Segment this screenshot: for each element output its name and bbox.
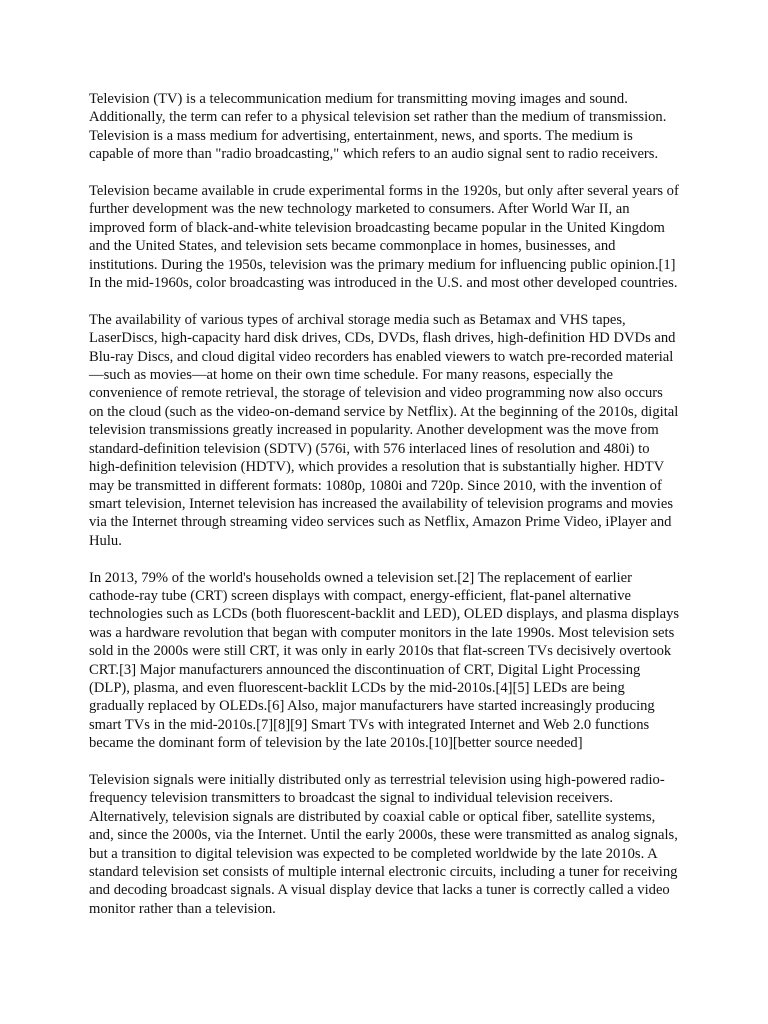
paragraph-history: Television became available in crude experimental forms in the 1920s, but only after several years of further development was the new technology marketed to consumers. After World War II, an improved form of black-and-white television broadcasting became popular in the United Kingdom and the United States, and television sets became commonplace in homes, businesses, and institutions. During the 1950s, television was the primary medium for influencing public opinion.[1] In the mid-1960s, color broadcasting was introduced in the U.S. and most other developed countries. (89, 183, 679, 292)
paragraph-intro: Television (TV) is a telecommunication medium for transmitting moving images and sound. Additionally, the term can refer to a physical television set rather than the medium of transmission. Television is a mass medium for advertising, entertainment, news, and sports. The medium is capable of more than "radio broadcasting," which refers to an audio signal sent to radio receivers. (89, 91, 667, 163)
paragraph-signal-distribution: Television signals were initially distributed only as terrestrial television using high-powered radio-frequency television transmitters to broadcast the signal to individual television receivers. Alternatively, television signals are distributed by coaxial cable or optical fiber, satellite systems, and, since the 2000s, via the Internet. Until the early 2000s, these were transmitted as analog signals, but a transition to digital television was expected to be completed worldwide by the late 2010s. A standard television set consists of multiple internal electronic circuits, including a tuner for receiving and decoding broadcast signals. A visual display device that lacks a tuner is correctly called a video monitor rather than a television. (89, 771, 678, 917)
paragraph-storage-media: The availability of various types of archival storage media such as Betamax and VHS tapes, LaserDiscs, high-capacity hard disk drives, CDs, DVDs, flash drives, high-definition HD DVDs and Blu-ray Discs, and cloud digital video recorders has enabled viewers to watch pre-recorded material—such as movies—at home on their own time schedule. For many reasons, especially the convenience of remote retrieval, the storage of television and video programming now also occurs on the cloud (such as the video-on-demand service by Netflix). At the beginning of the 2010s, digital television transmissions greatly increased in popularity. Another development was the move from standard-definition television (SDTV) (576i, with 576 interlaced lines of resolution and 480i) to high-definition television (HDTV), which provides a resolution that is substantially higher. HDTV may be transmitted in different formats: 1080p, 1080i and 720p. Since 2010, with the invention of smart television, Internet television has increased the availability of television programs and movies via the Internet through streaming video services such as Netflix, Amazon Prime Video, iPlayer and Hulu. (89, 311, 679, 549)
paragraph-display-technology: In 2013, 79% of the world's households owned a television set.[2] The replacement of earlier cathode-ray tube (CRT) screen displays with compact, energy-efficient, flat-panel alternative technologies such as LCDs (both fluorescent-backlit and LED), OLED displays, and plasma displays was a hardware revolution that began with computer monitors in the late 1990s. Most television sets sold in the 2000s were still CRT, it was only in early 2010s that flat-screen TVs decisively overtook CRT.[3] Major manufacturers announced the discontinuation of CRT, Digital Light Processing (DLP), plasma, and even fluorescent-backlit LCDs by the mid-2010s.[4][5] LEDs are being gradually replaced by OLEDs.[6] Also, major manufacturers have started increasingly producing smart TVs in the mid-2010s.[7][8][9] Smart TVs with integrated Internet and Web 2.0 functions became the dominant form of television by the late 2010s.[10][better source needed] (89, 569, 680, 752)
document-page (89, 90, 681, 937)
